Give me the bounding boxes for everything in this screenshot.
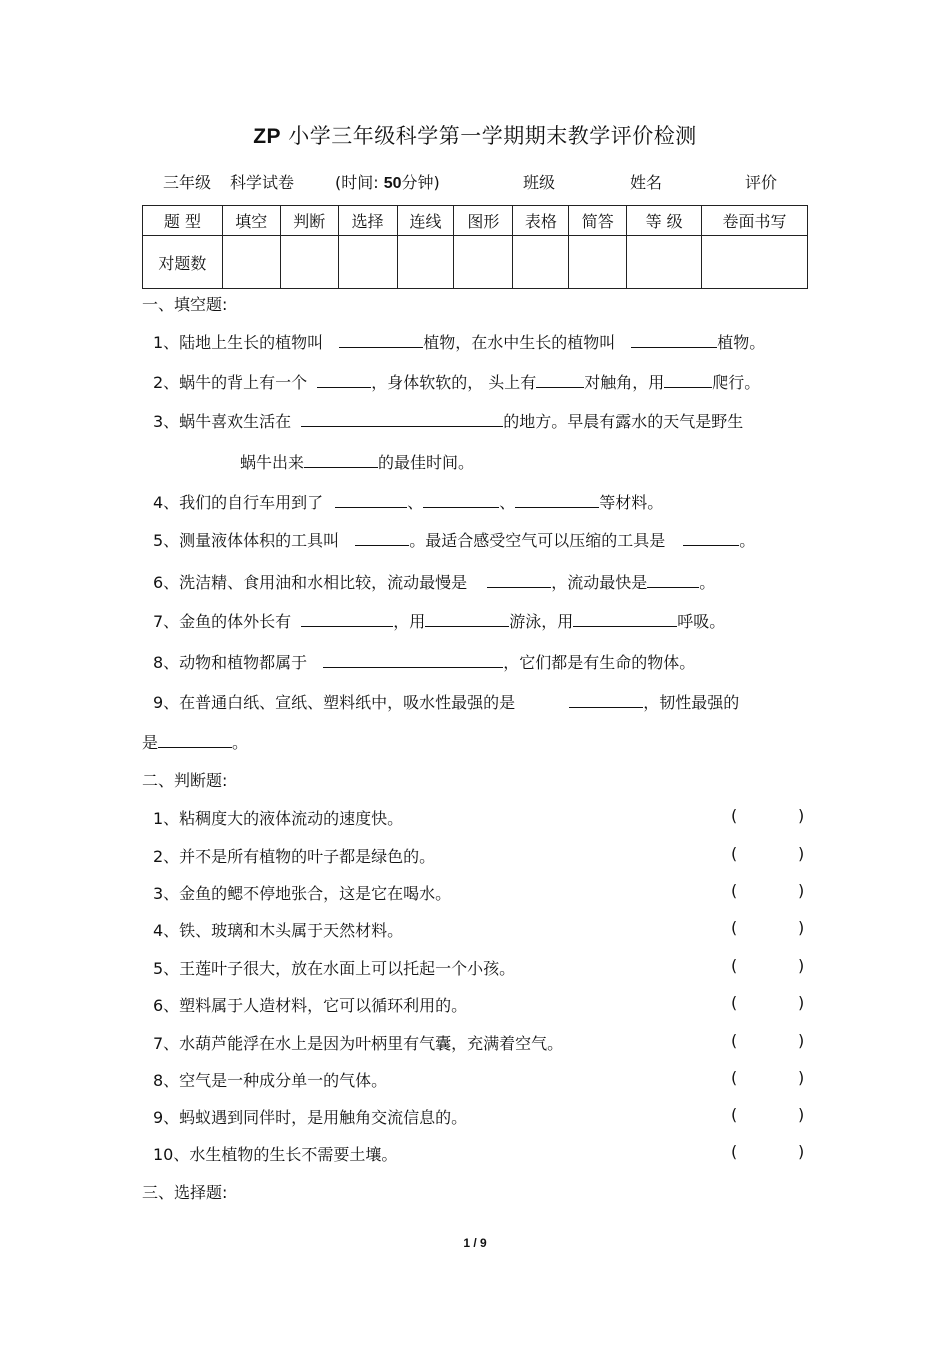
question: 7、金鱼的体外长有 ，用 游泳，用 呼吸。 (153, 612, 726, 631)
header-cell: 题 型 (143, 206, 223, 236)
answer-blank[interactable] (158, 733, 232, 748)
section-heading: 三、选择题: (142, 1183, 228, 1202)
question-continuation: 是 。 (142, 733, 249, 752)
judge-item: 9、蚂蚁遇到同伴时，是用触角交流信息的。 (153, 1108, 468, 1127)
class-label: 班级 (523, 173, 556, 192)
judge-item: 5、王莲叶子很大，放在水面上可以托起一个小孩。 (153, 959, 516, 978)
paren-close[interactable]: ) (798, 806, 805, 825)
page-number: 1 / 9 (463, 1236, 487, 1250)
section-heading: 二、判断题: (142, 771, 228, 790)
answer-blank[interactable] (317, 373, 371, 388)
answer-blank[interactable] (301, 612, 393, 627)
judge-item: 8、空气是一种成分单一的气体。 (153, 1071, 388, 1090)
paren-close[interactable]: ) (798, 881, 805, 900)
answer-blank[interactable] (536, 373, 584, 388)
question: 5、测量液体体积的工具叫 。最适合感受空气可以压缩的工具是 。 (153, 531, 756, 550)
paren-open: ( (731, 993, 738, 1012)
judge-item: 2、并不是所有植物的叶子都是绿色的。 (153, 847, 436, 866)
paren-close[interactable]: ) (798, 993, 805, 1012)
header-cell: 连线 (397, 206, 454, 236)
answer-blank[interactable] (423, 493, 499, 508)
paren-close[interactable]: ) (798, 1068, 805, 1087)
judge-item: 4、铁、玻璃和木头属于天然材料。 (153, 921, 404, 940)
score-cell[interactable] (454, 236, 513, 289)
answer-blank[interactable] (339, 333, 423, 348)
grade-label: 三年级 (163, 173, 212, 192)
paren-open: ( (731, 918, 738, 937)
score-table (142, 205, 808, 289)
question: 2、蜗牛的背上有一个 ，身体软软的， 头上有 对触角，用 爬行。 (153, 373, 761, 392)
paren-close[interactable]: ) (798, 1031, 805, 1050)
paren-close[interactable]: ) (798, 1142, 805, 1161)
question: 8、动物和植物都属于 ，它们都是有生命的物体。 (153, 653, 696, 672)
header-cell: 判断 (280, 206, 338, 236)
answer-blank[interactable] (569, 693, 643, 708)
answer-blank[interactable] (355, 531, 409, 546)
judge-item: 7、水葫芦能浮在水上是因为叶柄里有气囊，充满着空气。 (153, 1034, 564, 1053)
answer-blank[interactable] (631, 333, 717, 348)
paren-open: ( (731, 1142, 738, 1161)
answer-blank[interactable] (301, 412, 503, 427)
answer-blank[interactable] (425, 612, 509, 627)
header-cell: 表格 (513, 206, 569, 236)
score-cell[interactable] (338, 236, 397, 289)
question: 4、我们的自行车用到了 、 、 等材料。 (153, 493, 664, 512)
question-continuation: 蜗牛出来 的最佳时间。 (240, 453, 475, 472)
header-cell: 图形 (454, 206, 513, 236)
judge-item: 1、粘稠度大的液体流动的速度快。 (153, 809, 404, 828)
page-title: ZP 小学三年级科学第一学期期末教学评价检测 (253, 124, 697, 148)
judge-item: 6、塑料属于人造材料，它可以循环利用的。 (153, 996, 468, 1015)
paren-open: ( (731, 1031, 738, 1050)
score-cell[interactable] (569, 236, 627, 289)
paren-close[interactable]: ) (798, 918, 805, 937)
section-heading: 一、填空题: (142, 295, 228, 314)
paren-open: ( (731, 806, 738, 825)
answer-blank[interactable] (664, 373, 712, 388)
header-cell: 等 级 (627, 206, 702, 236)
time-label: (时间: 50分钟) (335, 173, 440, 192)
judge-item: 10、水生植物的生长不需要土壤。 (153, 1145, 398, 1164)
score-cell[interactable] (280, 236, 338, 289)
header-cell: 卷面书写 (702, 206, 808, 236)
answer-blank[interactable] (647, 573, 699, 588)
question: 3、蜗牛喜欢生活在 的地方。早晨有露水的天气是野生 (153, 412, 744, 431)
header-cell: 填空 (222, 206, 280, 236)
answer-blank[interactable] (683, 531, 739, 546)
paren-open: ( (731, 881, 738, 900)
header-cell: 简答 (569, 206, 627, 236)
name-label: 姓名 (630, 173, 663, 192)
paren-close[interactable]: ) (798, 956, 805, 975)
paren-open: ( (731, 844, 738, 863)
answer-blank[interactable] (487, 573, 551, 588)
question: 9、在普通白纸、宣纸、塑料纸中，吸水性最强的是 ，韧性最强的 (153, 693, 740, 712)
paren-open: ( (731, 1105, 738, 1124)
paren-open: ( (731, 956, 738, 975)
answer-blank[interactable] (515, 493, 599, 508)
paren-close[interactable]: ) (798, 1105, 805, 1124)
score-cell[interactable] (702, 236, 808, 289)
judge-item: 3、金鱼的鳃不停地张合，这是它在喝水。 (153, 884, 452, 903)
answer-blank[interactable] (304, 453, 378, 468)
score-cell[interactable] (397, 236, 454, 289)
score-cell[interactable] (222, 236, 280, 289)
paren-open: ( (731, 1068, 738, 1087)
score-cell[interactable] (513, 236, 569, 289)
score-cell[interactable] (627, 236, 702, 289)
subject-label: 科学试卷 (230, 173, 295, 192)
answer-blank[interactable] (573, 612, 677, 627)
answer-blank[interactable] (323, 653, 503, 668)
eval-label: 评价 (745, 173, 778, 192)
question: 1、陆地上生长的植物叫 植物，在水中生长的植物叫 植物。 (153, 333, 766, 352)
header-cell: 选择 (338, 206, 397, 236)
paren-close[interactable]: ) (798, 844, 805, 863)
row-label: 对题数 (143, 236, 223, 289)
answer-blank[interactable] (335, 493, 407, 508)
question: 6、洗洁精、食用油和水相比较，流动最慢是 ，流动最快是 。 (153, 573, 716, 592)
